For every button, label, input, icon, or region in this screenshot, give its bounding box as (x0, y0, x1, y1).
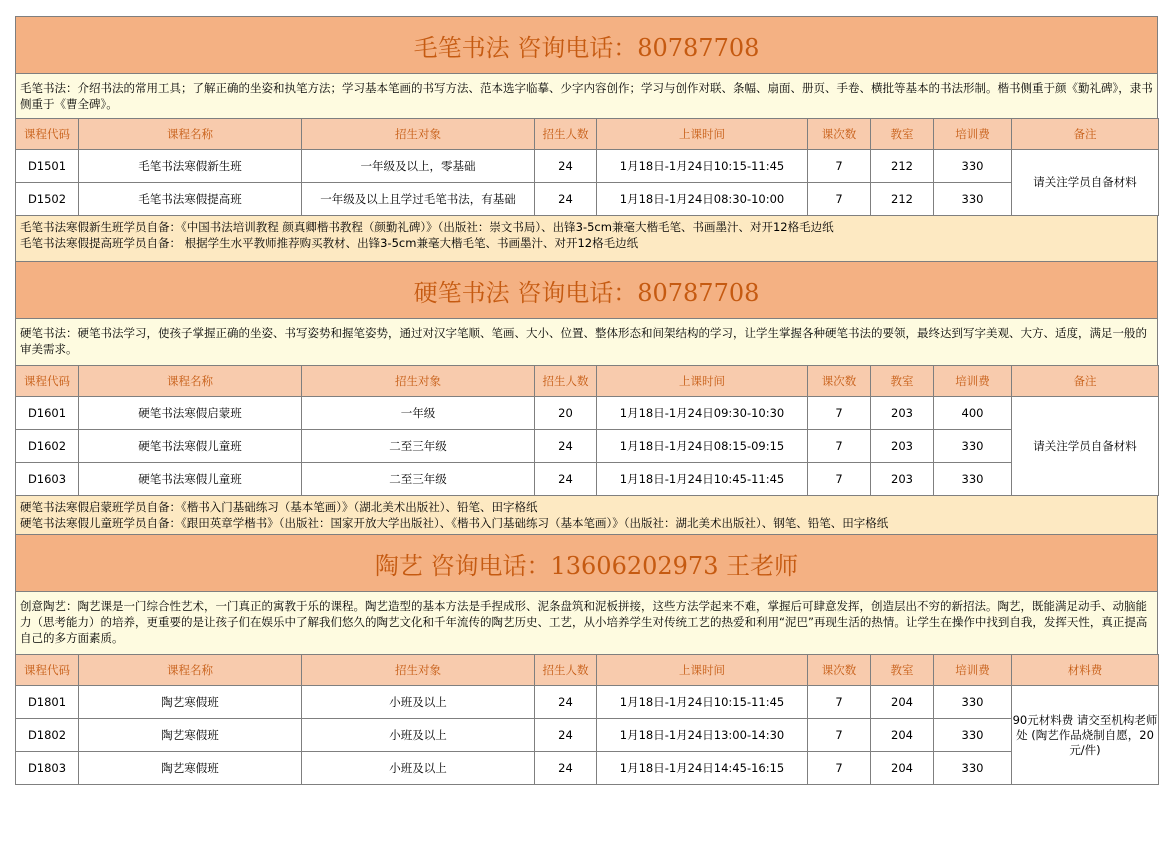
course-code: D1601 (16, 397, 79, 430)
course-fee: 330 (934, 463, 1012, 496)
course-code: D1501 (16, 150, 79, 183)
materials-line: 硬笔书法寒假儿童班学员自备：《跟田英章学楷书》（出版社：国家开放大学出版社）、《楷书入门基础练习（基本笔画）》（出版社：湖北美术出版社）、钢笔、铅笔、田字格纸 (20, 516, 889, 530)
course-name: 毛笔书法寒假提高班 (79, 183, 302, 216)
materials-line: 毛笔书法寒假新生班学员自备：《中国书法培训教程 颜真卿楷书教程（颜勤礼碑）》（出版社：崇文书局）、出锋3-5cm兼毫大楷毛笔、书画墨汁、对开12格毛边纸 (20, 220, 834, 234)
col-header-room: 教室 (871, 119, 934, 150)
course-room: 203 (871, 397, 934, 430)
course-sessions: 7 (808, 397, 871, 430)
course-sessions: 7 (808, 463, 871, 496)
course-fee: 330 (934, 752, 1012, 785)
table-row (16, 397, 1159, 430)
course-sessions: 7 (808, 686, 871, 719)
course-sessions: 7 (808, 752, 871, 785)
course-count: 24 (535, 752, 597, 785)
col-header-count: 招生人数 (535, 119, 597, 150)
course-name: 陶艺寒假班 (79, 686, 302, 719)
course-name: 硬笔书法寒假儿童班 (79, 430, 302, 463)
remark-note: 请关注学员自备材料 (1012, 397, 1159, 496)
course-room: 204 (871, 719, 934, 752)
course-count: 24 (535, 430, 597, 463)
course-name: 陶艺寒假班 (79, 719, 302, 752)
col-header-time: 上课时间 (597, 119, 808, 150)
course-name: 毛笔书法寒假新生班 (79, 150, 302, 183)
col-header-name: 课程名称 (79, 119, 302, 150)
col-header-count: 招生人数 (535, 366, 597, 397)
col-header-sessions: 课次数 (808, 366, 871, 397)
table-row (16, 183, 1159, 216)
course-count: 24 (535, 150, 597, 183)
course-table (15, 654, 1159, 785)
course-target: 小班及以上 (302, 686, 535, 719)
course-count: 20 (535, 397, 597, 430)
materials-block (15, 216, 1158, 261)
course-room: 204 (871, 752, 934, 785)
course-room: 203 (871, 463, 934, 496)
table-header-row (16, 119, 1159, 150)
col-header-remark: 备注 (1012, 119, 1159, 150)
course-count: 24 (535, 183, 597, 216)
course-target: 一年级及以上且学过毛笔书法，有基础 (302, 183, 535, 216)
course-fee: 330 (934, 719, 1012, 752)
table-row (16, 752, 1159, 785)
section-title-calligraphy: 毛笔书法 咨询电话：80787708 (15, 16, 1158, 74)
col-header-code: 课程代码 (16, 119, 79, 150)
materials-line: 毛笔书法寒假提高班学员自备： 根据学生水平教师推荐购买教材、出锋3-5cm兼毫大楷毛笔、书画墨汁、对开12格毛边纸 (20, 236, 639, 250)
col-header-code: 课程代码 (16, 366, 79, 397)
course-fee: 330 (934, 686, 1012, 719)
course-target: 小班及以上 (302, 719, 535, 752)
course-fee: 330 (934, 430, 1012, 463)
course-code: D1603 (16, 463, 79, 496)
course-name: 陶艺寒假班 (79, 752, 302, 785)
material-fee-note: 90元材料费 请交至机构老师处 (陶艺作品烧制自愿，20元/件) (1012, 686, 1159, 785)
col-header-room: 教室 (871, 366, 934, 397)
course-sessions: 7 (808, 150, 871, 183)
col-header-material-fee: 材料费 (1012, 655, 1159, 686)
course-code: D1801 (16, 686, 79, 719)
course-count: 24 (535, 719, 597, 752)
course-table (15, 118, 1159, 216)
course-sessions: 7 (808, 430, 871, 463)
course-fee: 400 (934, 397, 1012, 430)
course-time: 1月18日-1月24日08:30-10:00 (597, 183, 808, 216)
course-count: 24 (535, 463, 597, 496)
course-fee: 330 (934, 183, 1012, 216)
course-room: 212 (871, 150, 934, 183)
course-time: 1月18日-1月24日08:15-09:15 (597, 430, 808, 463)
remark-note: 请关注学员自备材料 (1012, 150, 1159, 216)
section-title-pottery: 陶艺 咨询电话：13606202973 王老师 (15, 534, 1158, 592)
col-header-remark: 备注 (1012, 366, 1159, 397)
course-code: D1803 (16, 752, 79, 785)
col-header-target: 招生对象 (302, 366, 535, 397)
course-sessions: 7 (808, 719, 871, 752)
table-row (16, 719, 1159, 752)
course-target: 一年级 (302, 397, 535, 430)
col-header-sessions: 课次数 (808, 119, 871, 150)
course-target: 小班及以上 (302, 752, 535, 785)
course-time: 1月18日-1月24日09:30-10:30 (597, 397, 808, 430)
section-description: 创意陶艺：陶艺课是一门综合性艺术，一门真正的寓教于乐的课程。陶艺造型的基本方法是手捏成形、泥条盘筑和泥板拼接，这些方法学起来不难，掌握后可肆意发挥，创造层出不穷的新招法。陶艺，既能满足动手、动脑能力（思考能力）的培养，更重要的是让孩子们在娱乐中了解我们悠久的陶艺文化和千年流传的陶艺历史、工艺，从小培养学生对传统工艺的热爱和利用“泥巴”再现生活的热情。让学生在操作中找到自我，发挥天性，真正提高自己的多方面素质。 (15, 592, 1158, 654)
course-code: D1602 (16, 430, 79, 463)
col-header-time: 上课时间 (597, 655, 808, 686)
section-description: 硬笔书法：硬笔书法学习，使孩子掌握正确的坐姿、书写姿势和握笔姿势，通过对汉字笔顺、笔画、大小、位置、整体形态和间架结构的学习，让学生掌握各种硬笔书法的要领，最终达到写字美观、大方、适度，满足一般的审美需求。 (15, 319, 1158, 365)
course-time: 1月18日-1月24日13:00-14:30 (597, 719, 808, 752)
col-header-count: 招生人数 (535, 655, 597, 686)
course-name: 硬笔书法寒假启蒙班 (79, 397, 302, 430)
table-row (16, 430, 1159, 463)
course-count: 24 (535, 686, 597, 719)
course-room: 203 (871, 430, 934, 463)
course-time: 1月18日-1月24日10:15-11:45 (597, 686, 808, 719)
course-target: 二至三年级 (302, 463, 535, 496)
course-time: 1月18日-1月24日10:45-11:45 (597, 463, 808, 496)
course-sessions: 7 (808, 183, 871, 216)
course-sheet (15, 16, 1158, 785)
section-description: 毛笔书法：介绍书法的常用工具；了解正确的坐姿和执笔方法；学习基本笔画的书写方法、范本选字临摹、少字内容创作；学习与创作对联、条幅、扇面、册页、手卷、横批等基本的书法形制。楷书侧重于颜《勤礼碑》，隶书侧重于《曹全碑》。 (15, 74, 1158, 118)
section-title-pen-calligraphy: 硬笔书法 咨询电话：80787708 (15, 261, 1158, 319)
course-time: 1月18日-1月24日10:15-11:45 (597, 150, 808, 183)
course-table (15, 365, 1159, 496)
table-row (16, 686, 1159, 719)
course-time: 1月18日-1月24日14:45-16:15 (597, 752, 808, 785)
course-target: 一年级及以上，零基础 (302, 150, 535, 183)
materials-block (15, 496, 1158, 534)
course-code: D1802 (16, 719, 79, 752)
course-room: 212 (871, 183, 934, 216)
col-header-time: 上课时间 (597, 366, 808, 397)
table-header-row (16, 655, 1159, 686)
course-code: D1502 (16, 183, 79, 216)
col-header-code: 课程代码 (16, 655, 79, 686)
course-target: 二至三年级 (302, 430, 535, 463)
col-header-target: 招生对象 (302, 119, 535, 150)
materials-line: 硬笔书法寒假启蒙班学员自备：《楷书入门基础练习（基本笔画）》（湖北美术出版社）、铅笔、田字格纸 (20, 500, 538, 514)
col-header-fee: 培训费 (934, 655, 1012, 686)
table-header-row (16, 366, 1159, 397)
col-header-name: 课程名称 (79, 655, 302, 686)
table-row (16, 463, 1159, 496)
col-header-target: 招生对象 (302, 655, 535, 686)
col-header-fee: 培训费 (934, 366, 1012, 397)
course-room: 204 (871, 686, 934, 719)
col-header-sessions: 课次数 (808, 655, 871, 686)
col-header-room: 教室 (871, 655, 934, 686)
col-header-fee: 培训费 (934, 119, 1012, 150)
course-name: 硬笔书法寒假儿童班 (79, 463, 302, 496)
course-fee: 330 (934, 150, 1012, 183)
table-row (16, 150, 1159, 183)
col-header-name: 课程名称 (79, 366, 302, 397)
